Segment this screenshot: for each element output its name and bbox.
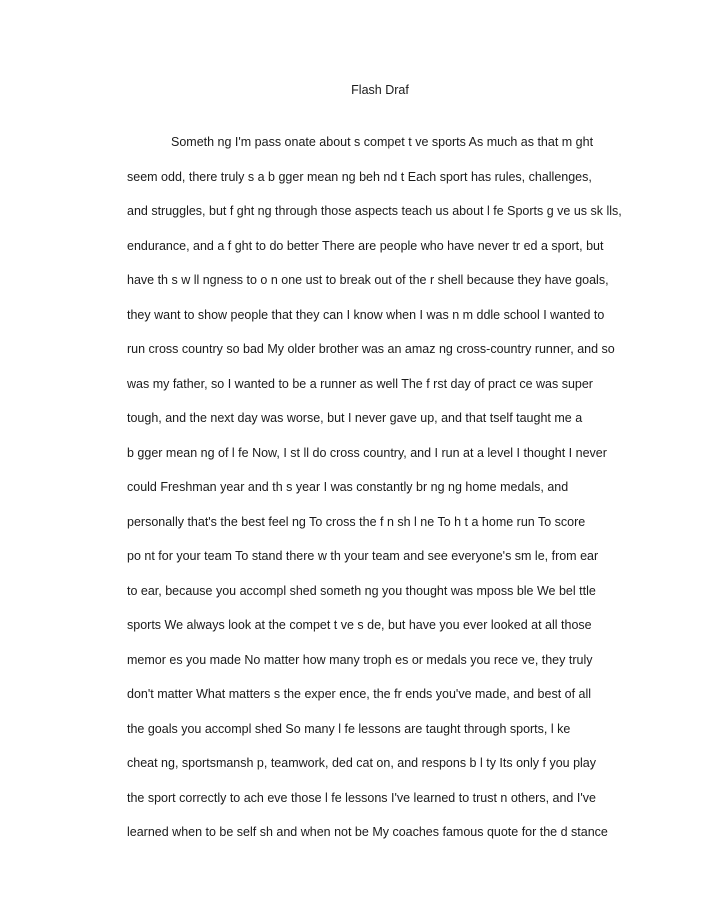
body-line: po nt for your team To stand there w th your team and see everyone's sm le, from ear [127,549,599,563]
body-line: don't matter What matters s the exper ence, the fr ends you've made, and best of all [127,687,592,701]
body-line: endurance, and a f ght to do better There are people who have never tr ed a sport, but [127,238,604,253]
body-line: and struggles, but f ght ng through those aspects teach us about l fe Sports g ve us sk lls, [127,204,622,218]
body-line: memor es you made No matter how many troph es or medals you rece ve, they truly [127,652,593,667]
document-body [127,134,657,859]
body-line: learned when to be self sh and when not be My coaches famous quote for the d stance [127,825,608,839]
body-line: the sport correctly to ach eve those l fe lessons I've learned to trust n others, and I've [127,790,596,805]
body-line: to ear, because you accompl shed someth ng you thought was mposs ble We bel ttle [127,583,596,598]
body-line: they want to show people that they can I know when I was n m ddle school I wanted to [127,307,605,322]
document-title: Flash Draf [351,83,409,97]
body-line: run cross country so bad My older brother was an amaz ng cross-country runner, and so [127,342,615,356]
body-line: tough, and the next day was worse, but I never gave up, and that tself taught me a [127,411,583,425]
body-line: have th s w ll ngness to o n one ust to break out of the r shell because they have goals, [127,273,609,287]
body-line: the goals you accompl shed So many l fe lessons are taught through sports, l ke [127,721,571,736]
body-line: personally that's the best feel ng To cross the f n sh l ne To h t a home run To score [127,514,586,529]
body-line: cheat ng, sportsmansh p, teamwork, ded cat on, and respons b l ty Its only f you play [127,756,597,770]
body-line: sports We always look at the compet t ve s de, but have you ever looked at all those [127,618,592,632]
body-line: could Freshman year and th s year I was constantly br ng ng home medals, and [127,480,569,494]
body-line: Someth ng I'm pass onate about s compet t ve sports As much as that m ght [171,135,594,149]
body-line: seem odd, there truly s a b gger mean ng beh nd t Each sport has rules, challenges, [127,169,592,184]
body-line: b gger mean ng of l fe Now, I st ll do cross country, and I run at a level I thought I never [127,445,607,460]
body-line: was my father, so I wanted to be a runner as well The f rst day of pract ce was super [127,376,593,391]
